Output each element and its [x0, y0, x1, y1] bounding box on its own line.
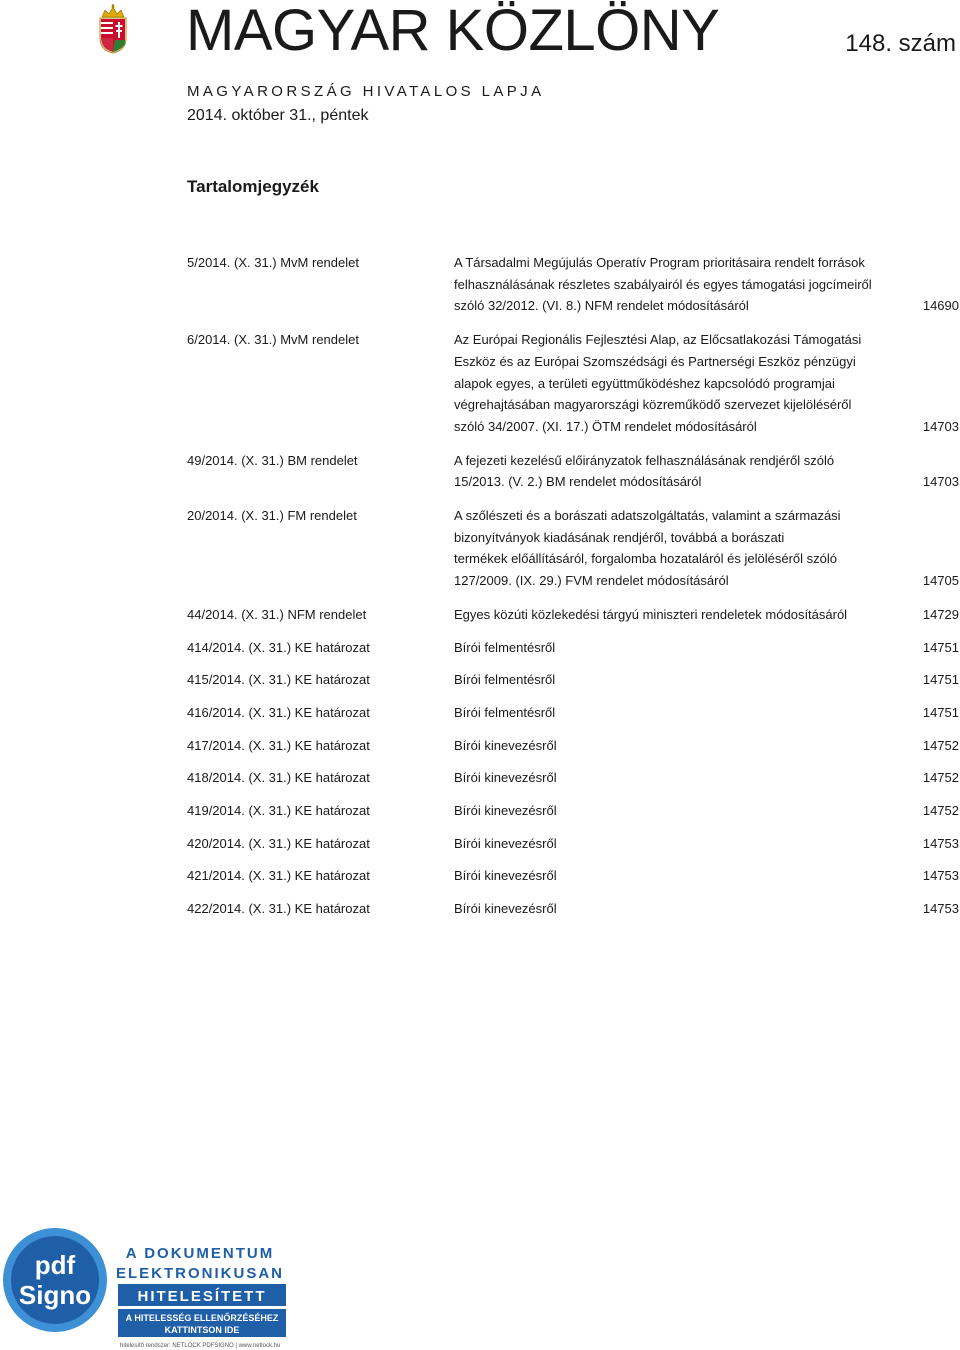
signo-logo-text: Signo	[18, 1280, 92, 1310]
toc-entry-reference: 20/2014. (X. 31.) FM rendelet	[187, 508, 357, 524]
toc-entry-title-line: felhasználásának részletes szabályairól és egyes támogatási jogcímeiről	[454, 276, 872, 292]
toc-entry-reference: 6/2014. (X. 31.) MvM rendelet	[187, 332, 359, 348]
toc-entry-title	[454, 604, 899, 626]
toc-entry-title	[454, 800, 899, 822]
toc-entry-title-line: Bírói kinevezésről	[454, 868, 557, 884]
badge-line-1: A DOKUMENTUM	[125, 1245, 275, 1262]
toc-entry-reference: 414/2014. (X. 31.) KE határozat	[187, 639, 370, 655]
badge-line-4: A HITELESSÉG ELLENŐRZÉSÉHEZ	[125, 1313, 279, 1323]
table-of-contents	[187, 252, 959, 920]
toc-entry[interactable]	[187, 833, 959, 855]
toc-entry[interactable]	[187, 329, 959, 438]
toc-entry-title	[454, 898, 899, 920]
toc-entry-title-line: Eszköz és az Európai Szomszédsági és Partnerségi Eszköz pénzügyi	[454, 353, 856, 369]
toc-entry-reference: 421/2014. (X. 31.) KE határozat	[187, 868, 370, 884]
toc-entry-reference: 420/2014. (X. 31.) KE határozat	[187, 835, 370, 851]
toc-entry-page-number: 14751	[922, 672, 959, 688]
toc-entry-title	[454, 865, 899, 887]
toc-entry[interactable]	[187, 637, 959, 659]
pdf-logo-text: pdf	[34, 1250, 76, 1280]
toc-entry-reference: 418/2014. (X. 31.) KE határozat	[187, 770, 370, 786]
toc-entry-title-line: Bírói kinevezésről	[454, 803, 557, 819]
toc-entry-title	[454, 252, 899, 317]
toc-entry-title-line: szóló 34/2007. (XI. 17.) ÖTM rendelet módosításáról	[454, 418, 757, 434]
toc-entry-title-line: A Társadalmi Megújulás Operatív Program prioritásaira rendelt források	[454, 255, 865, 270]
toc-entry[interactable]	[187, 252, 959, 317]
toc-entry-page-number: 14753	[922, 901, 959, 917]
masthead-subtitle: MAGYARORSZÁG HIVATALOS LAPJA	[187, 83, 545, 100]
toc-entry[interactable]	[187, 505, 959, 592]
toc-entry-title	[454, 505, 899, 592]
toc-entry-title-line: végrehajtásában magyarországi közreműködő szervezet kijelöléséről	[454, 397, 852, 413]
toc-entry[interactable]	[187, 669, 959, 691]
toc-entry-title	[454, 833, 899, 855]
toc-entry-title	[454, 767, 899, 789]
toc-entry-title-line: Bírói kinevezésről	[454, 901, 557, 917]
toc-entry-reference: 416/2014. (X. 31.) KE határozat	[187, 704, 370, 720]
toc-heading: Tartalomjegyzék	[187, 177, 319, 196]
toc-entry-title-line: bizonyítványok kiadásának rendjéről, továbbá a borászati	[454, 529, 785, 545]
toc-entry-title	[454, 669, 899, 691]
toc-entry-title-line: termékek előállításáról, forgalomba hozataláról és jelöléséről szóló	[454, 551, 837, 567]
toc-entry-title	[454, 702, 899, 724]
toc-entry[interactable]	[187, 865, 959, 887]
toc-entry-title	[454, 450, 899, 493]
toc-entry-reference: 415/2014. (X. 31.) KE határozat	[187, 672, 370, 688]
toc-entry-page-number: 14690	[922, 298, 959, 314]
toc-entry[interactable]	[187, 450, 959, 493]
toc-entry-page-number: 14751	[922, 704, 959, 720]
toc-entry-title-line: Bírói felmentésről	[454, 704, 556, 720]
toc-entry-title-line: Bírói felmentésről	[454, 672, 556, 688]
coat-of-arms-icon	[96, 4, 130, 54]
toc-entry-title	[454, 735, 899, 757]
signature-badge[interactable]	[0, 1222, 290, 1350]
badge-line-2: ELEKTRONIKUSAN	[115, 1265, 285, 1282]
toc-entry[interactable]	[187, 767, 959, 789]
toc-entry-title-line: Bírói felmentésről	[454, 639, 556, 655]
toc-entry-page-number: 14703	[922, 418, 959, 434]
toc-entry-page-number: 14752	[922, 737, 959, 753]
toc-entry-page-number: 14705	[922, 573, 959, 589]
toc-entry[interactable]	[187, 702, 959, 724]
toc-entry-page-number: 14751	[922, 639, 959, 655]
issue-number: 148. szám	[845, 30, 956, 57]
toc-entry-title-line: szóló 32/2012. (VI. 8.) NFM rendelet módosításáról	[454, 298, 749, 314]
toc-entry-reference: 417/2014. (X. 31.) KE határozat	[187, 737, 370, 753]
toc-entry-reference: 49/2014. (X. 31.) BM rendelet	[187, 452, 358, 468]
toc-entry-page-number: 14703	[922, 474, 959, 490]
toc-entry-page-number: 14753	[922, 835, 959, 851]
toc-entry-title-line: alapok egyes, a területi együttműködéshez kapcsolódó programjai	[454, 375, 835, 391]
badge-line-3: HITELESÍTETT	[137, 1288, 267, 1305]
toc-entry[interactable]	[187, 735, 959, 757]
toc-entry-title-line: A szőlészeti és a borászati adatszolgáltatás, valamint a származási	[454, 508, 841, 524]
toc-entry-reference: 419/2014. (X. 31.) KE határozat	[187, 803, 370, 819]
toc-entry-page-number: 14752	[922, 770, 959, 786]
toc-entry-title	[454, 637, 899, 659]
toc-entry-title-line: 127/2009. (IX. 29.) FVM rendelet módosításáról	[454, 573, 729, 589]
toc-entry-title-line: Egyes közúti közlekedési tárgyú miniszteri rendeletek módosításáról	[454, 606, 848, 622]
toc-entry-reference: 44/2014. (X. 31.) NFM rendelet	[187, 606, 367, 622]
toc-entry-title-line: Az Európai Regionális Fejlesztési Alap, az Előcsatlakozási Támogatási	[454, 332, 862, 348]
toc-entry-title	[454, 329, 899, 438]
toc-entry[interactable]	[187, 800, 959, 822]
toc-entry-title-line: A fejezeti kezelésű előirányzatok felhasználásának rendjéről szóló	[454, 452, 835, 468]
toc-entry-title-line: 15/2013. (V. 2.) BM rendelet módosításáról	[454, 474, 702, 490]
badge-line-5: KATTINTSON IDE	[164, 1325, 240, 1335]
toc-entry-title-line: Bírói kinevezésről	[454, 770, 557, 786]
toc-entry-page-number: 14729	[922, 606, 959, 622]
toc-entry-page-number: 14752	[922, 803, 959, 819]
badge-footer: hitelesítő rendszer: NETLOCK PDFSIGNO | www.netlock.hu	[120, 1343, 281, 1349]
toc-entry-title-line: Bírói kinevezésről	[454, 737, 557, 753]
toc-entry[interactable]	[187, 604, 959, 626]
masthead-title: MAGYAR KÖZLÖNY	[186, 0, 720, 63]
issue-date: 2014. október 31., péntek	[187, 107, 369, 124]
toc-entry-title-line: Bírói kinevezésről	[454, 835, 557, 851]
toc-entry-reference: 5/2014. (X. 31.) MvM rendelet	[187, 255, 359, 270]
toc-entry[interactable]	[187, 898, 959, 920]
toc-entry-page-number: 14753	[922, 868, 959, 884]
toc-entry-reference: 422/2014. (X. 31.) KE határozat	[187, 901, 370, 917]
